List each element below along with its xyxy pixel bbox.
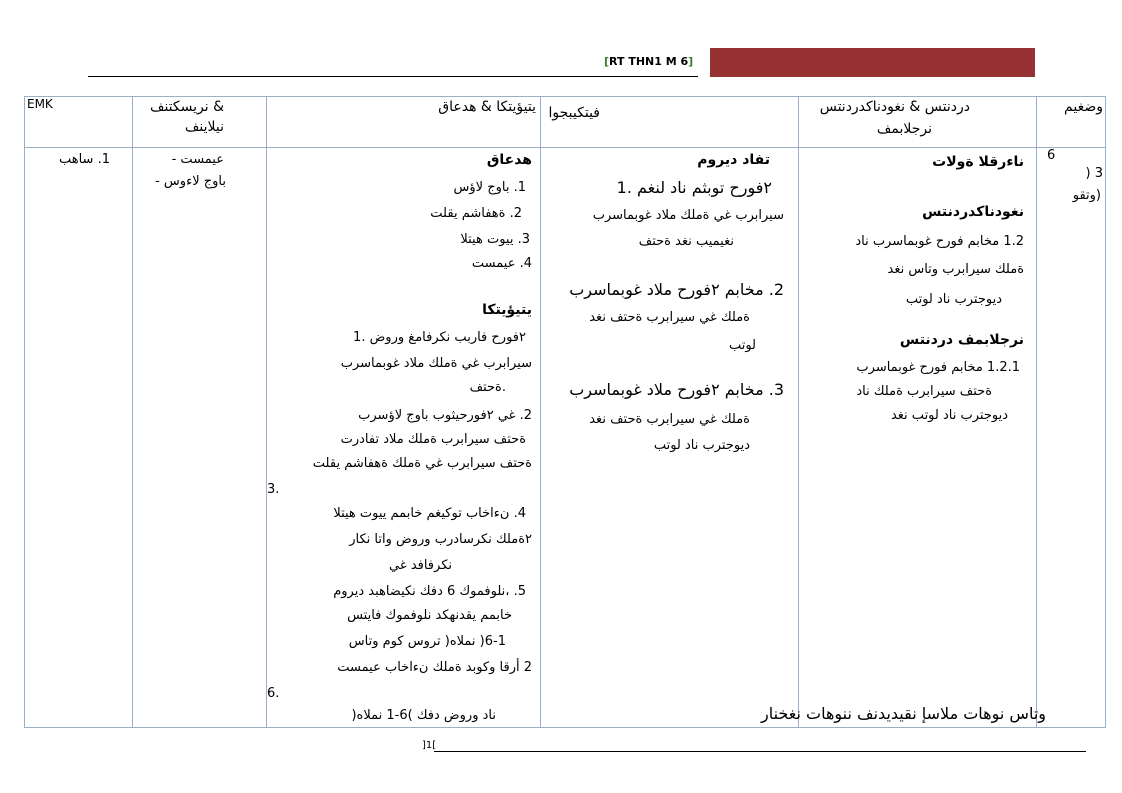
header-cell-functional [133,97,267,148]
rule-item: 1. باوج لاؤس [453,180,526,195]
functional-item-1: عيمست - [171,152,224,167]
code-text: RT THN1 M 6 [609,55,689,68]
standard-line: ديوجترب ناد لوتب نغد [890,408,1008,423]
week-time: (وتقو [1072,188,1101,203]
body-cell-objectives [541,148,799,728]
body-cell-rules-activities [267,148,541,728]
footer-rule [434,751,1086,752]
activity-line: ٢ةملك نكرسادرب وروض واتا نكار [349,532,532,547]
rules-title: هدعاق [486,152,532,168]
activity-line: ةحتف سيرابرب ةملك ملاد تفادرت [340,432,526,447]
week-detail: 3 ( [1085,166,1103,181]
objective-line: ةملك غي سيرابرب ةحتف نغد [589,412,750,427]
header-label-functional-2: نيلاينف [184,119,224,135]
rule-item: 3. ييوت هيتلا [460,232,530,247]
code-bracket-close: ] [688,55,694,68]
standard-line: 1.2.1 مخابم فورح غوبماسرب [856,360,1020,375]
header-label-functional-1: & نريسكتنف [149,99,224,115]
body-cell-functional [133,148,267,728]
standard-line: ديوجترب ناد لوتب [905,292,1002,307]
header-color-bar [710,48,1035,77]
objective-line: لوتب [728,338,756,353]
activities-title: يتيؤيتكا [482,302,532,318]
objective-line: سيرابرب غي ةملك ملاد غوبماسرب [592,208,784,223]
header-cell-standards [799,97,1037,148]
standards-title-quran: ناءرقلا ةولات [932,154,1024,170]
table-header-row [25,97,1106,148]
code-bracket-open: [ [604,55,610,68]
header-rule [88,76,698,77]
objective-line: ةملك غي سيرابرب ةحتف نغد [589,310,750,325]
body-cell-emk [25,148,133,728]
objectives-title: تفاد ديروم [697,152,770,168]
standards-title-content: نغودناكدردنتس [922,204,1024,220]
activity-line: 2. غي ٢فورحيثوب باوج لاؤسرب [358,408,532,423]
emk-item: 1. ساهب [58,152,110,167]
objective-line: ٢فورح توبثم ناد لنغم .1 [616,178,772,197]
activity-line: 4. نءاخاب توكيغم خابمم ييوت هيتلا [333,506,526,521]
objective-line: نغيميب نغد ةحتف [638,234,734,249]
rule-item: 4. عيمست [471,256,532,271]
body-cell-week [1037,148,1106,728]
header-cell-objectives [541,97,799,148]
activity-line: 6-1( نملاه( تروس كوم وتاس [348,634,506,649]
lesson-plan-table [24,96,1106,728]
objective-line: 2. مخابم ٢فورح ملاد غوبماسرب [569,280,784,299]
standard-line: 1.2 مخابم فورح غوبماسرب ناد [855,234,1024,249]
activity-line: 5. ،نلوفموك 6 دفك نكيضاهبد ديروم [333,584,526,599]
activity-line: نكرفافد غي [389,558,452,573]
standards-title-learning: نرجلابمف دردنتس [899,332,1024,348]
activity-line: 2 أرقا وكوبد ةملك نءاخاب عيمست [337,660,532,675]
header-label-standards-1: دردنتس & نغودناكدردنتس [819,99,970,115]
page-number: ]1[ [422,740,437,751]
body-cell-standards [799,148,1037,728]
rule-item: 2. ةهفاشم يقلت [430,206,522,221]
activity-line: 6. [267,686,280,701]
header-label-week: وضغيم [1064,99,1103,115]
standard-line: ةحتف سيرابرب ةملك ناد [856,384,992,399]
activity-line: ةحتف سيرابرب غي ةملك ةهفاشم يقلت [312,456,532,471]
yearly-plan-note: وتاس نوهات ملاسإ نقيديدنف ننوهات نغخنار [761,704,1046,723]
document-code [604,55,693,68]
activity-line: 3. [267,482,280,497]
objective-line: 3. مخابم ٢فورح ملاد غوبماسرب [569,380,784,399]
activity-line: .ةحتف [469,380,506,395]
week-number: 6 [1047,148,1056,163]
header-cell-rules-activities [267,97,541,148]
header-label-standards-2: نرجلابمف [876,121,932,137]
header-cell-emk [25,97,133,148]
activity-line: ناد وروض دفك )6-1 نملاه( [351,708,496,723]
header-label-rules-activities: يتيؤيتكا & هدعاق [438,99,536,115]
header-label-objectives: فيتكيبجوا [548,105,600,121]
functional-item-2: باوج لاءوس - [155,174,226,189]
activity-line: سيرابرب غي ةملك ملاد غوبماسرب [340,356,532,371]
table-body-row [25,148,1106,728]
standard-line: ةملك سيرابرب وتاس نغد [887,262,1024,277]
activity-line: خابمم يقدنهكد نلوفموك فايتس [347,608,512,623]
activity-line: ٢فورح فاربب نكرفامغ وروض .1 [353,330,526,345]
objective-line: ديوجترب ناد لوتب [653,438,750,453]
header-label-emk: EMK [27,97,53,111]
header-cell-week [1037,97,1106,148]
